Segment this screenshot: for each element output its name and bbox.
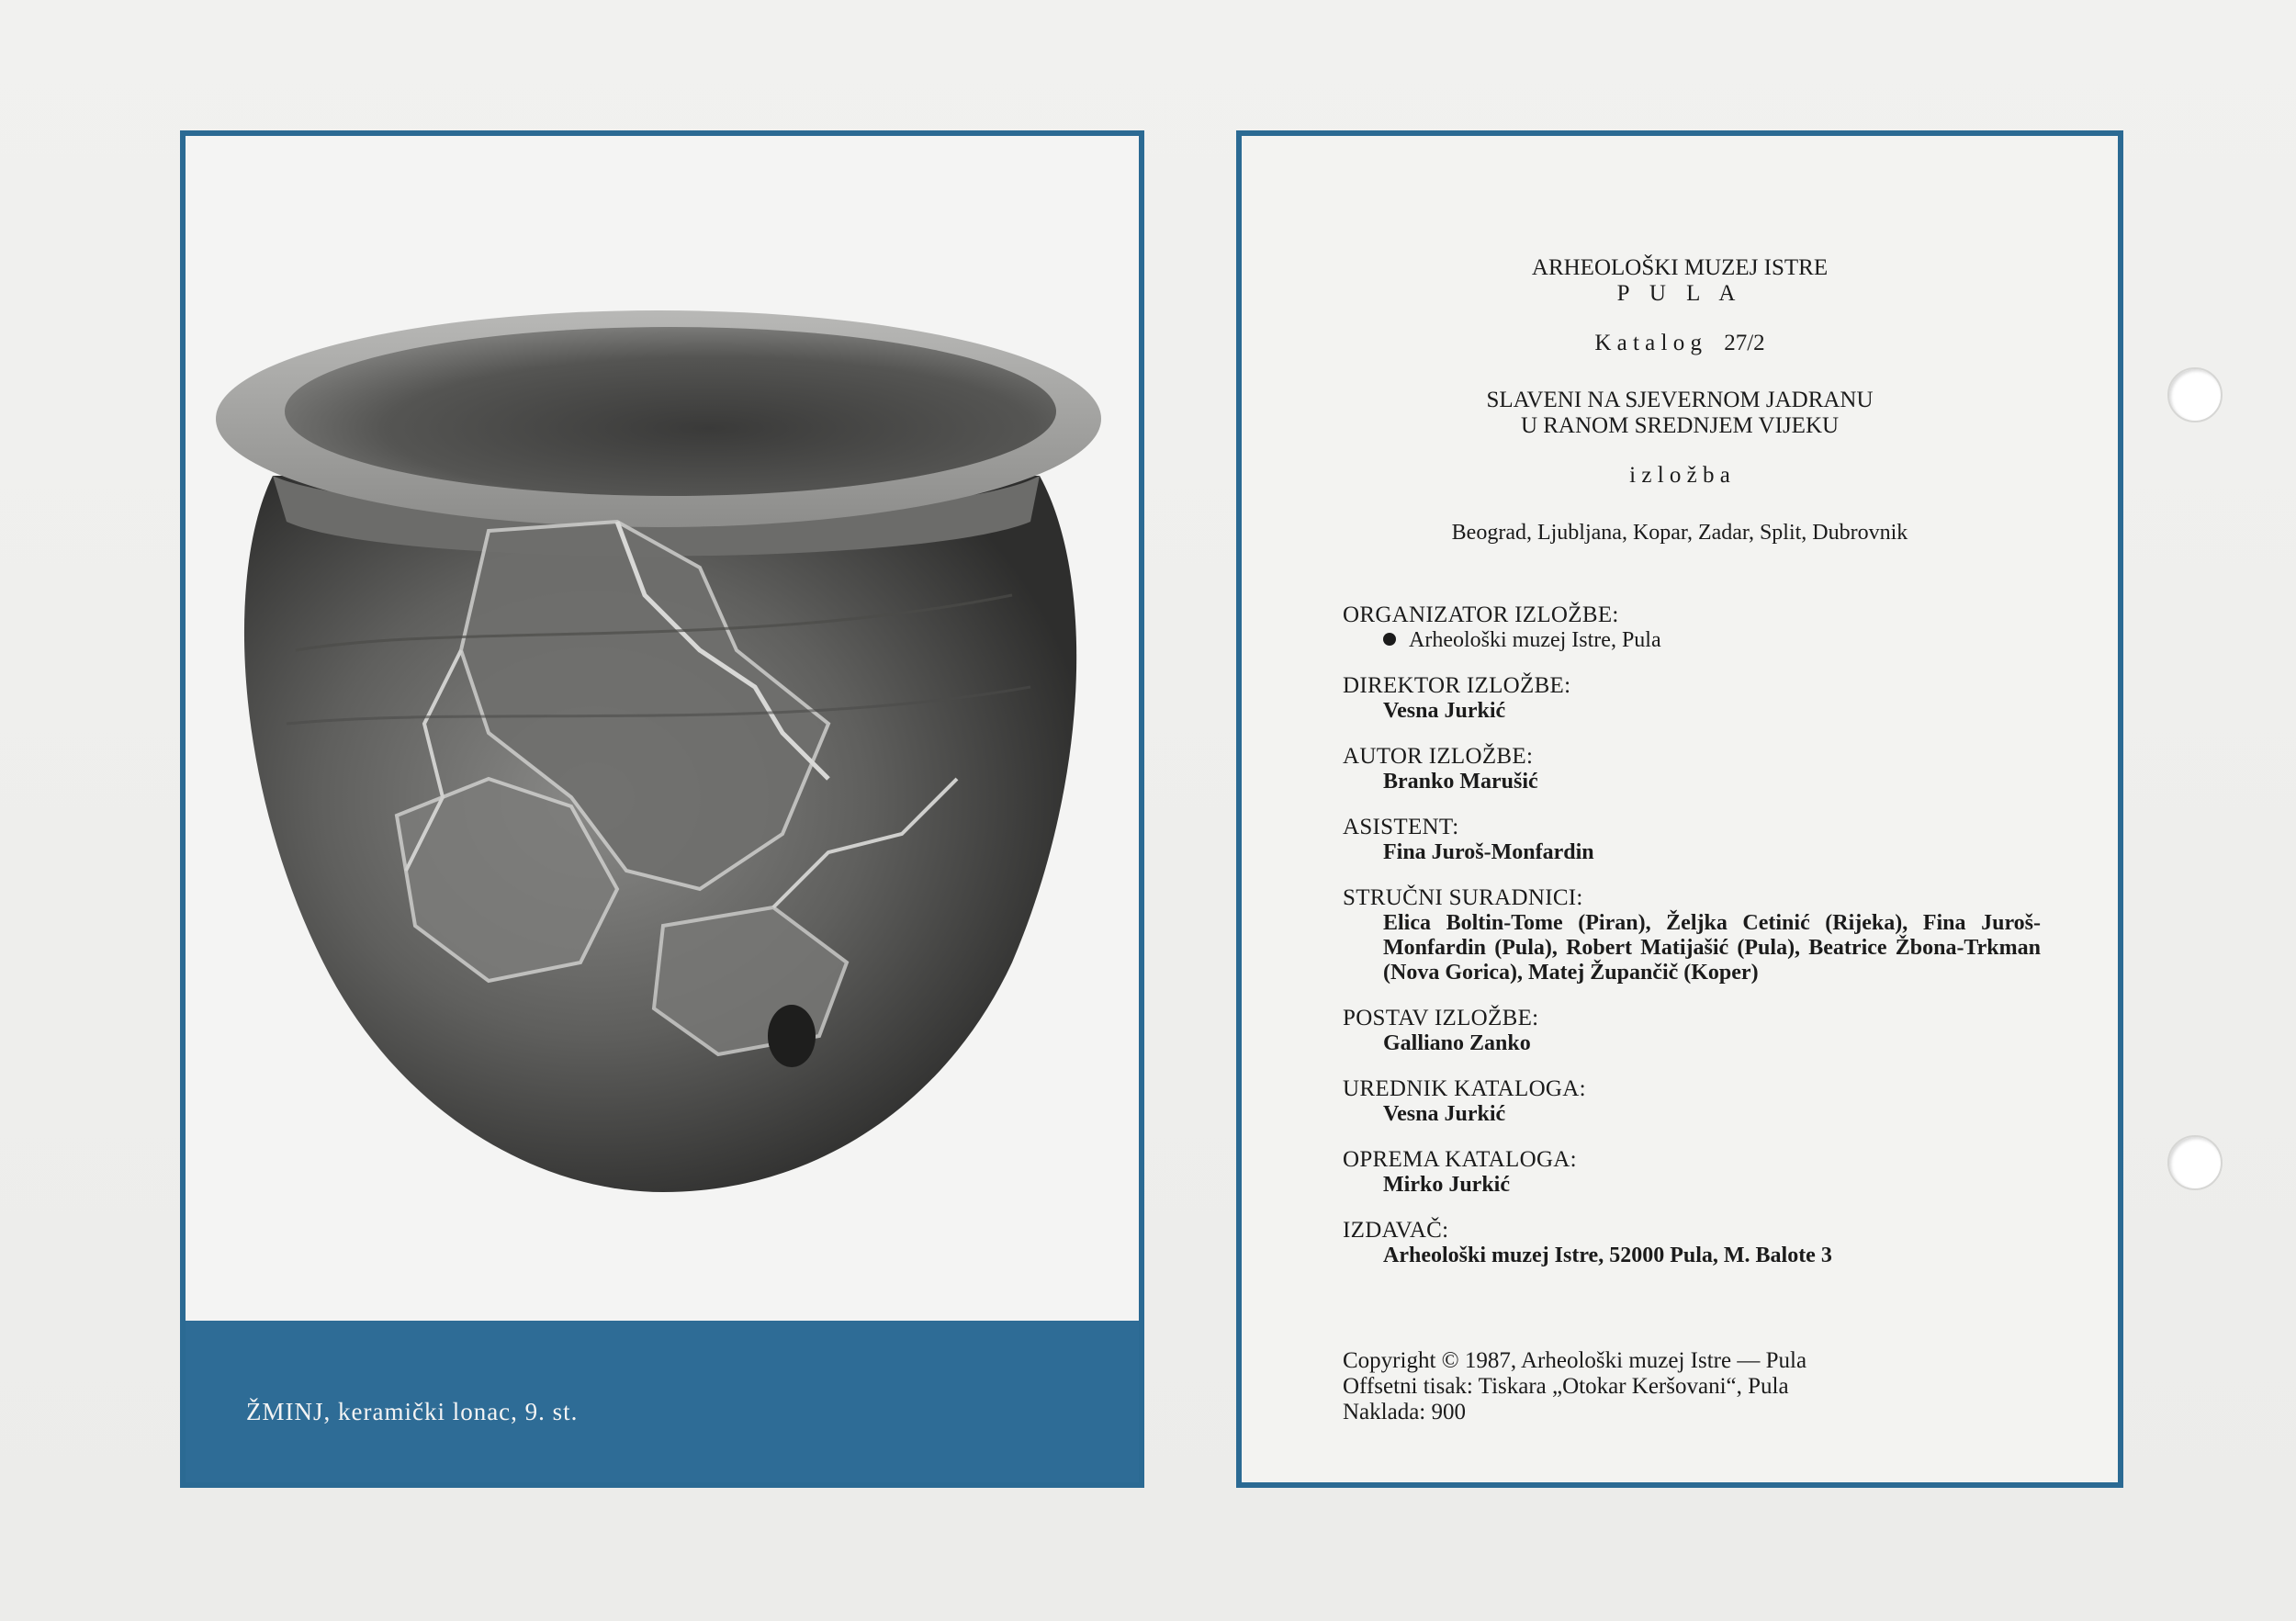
- catalog-header: [1242, 255, 2118, 546]
- credit-value: Vesna Jurkić: [1383, 1102, 1506, 1126]
- credit-label: DIREKTOR IZLOŽBE:: [1343, 673, 1571, 698]
- credit-label: ASISTENT:: [1343, 815, 1459, 839]
- exhibition-places: Beograd, Ljubljana, Kopar, Zadar, Split, Dubrovnik: [1451, 521, 1908, 545]
- credit-label: ORGANIZATOR IZLOŽBE:: [1343, 602, 1619, 627]
- credit-value: [1343, 628, 2041, 653]
- title-line-2: U RANOM SREDNJEM VIJEKU: [1520, 413, 1840, 438]
- pot-mouth: [285, 327, 1056, 496]
- credit-value: Mirko Jurkić: [1383, 1173, 1510, 1197]
- credit-value: Vesna Jurkić: [1383, 699, 1506, 723]
- edition-line: Naklada: 900: [1343, 1400, 1466, 1424]
- credit-value: Arheološki muzej Istre, 52000 Pula, M. Balote 3: [1383, 1244, 1832, 1267]
- credit-value: Elica Boltin-Tome (Piran), Željka Cetinić (Rijeka), Fina Juroš-Monfardin (Pula), Robert Matijašić (Pula), Beatrice Žbona-Trkman (Nova Gorica), Matej Župančič (Koper): [1383, 911, 2041, 985]
- credit-editor: [1343, 1076, 2041, 1127]
- ceramic-pot-image: [186, 136, 1139, 1321]
- photo-panel: [180, 130, 1144, 1488]
- caption-band: [186, 1321, 1139, 1482]
- credit-organizer: [1343, 602, 2041, 653]
- punch-hole-icon: [2167, 367, 2223, 422]
- credit-author: [1343, 744, 2041, 794]
- credit-director: [1343, 673, 2041, 724]
- print-line: Offsetni tisak: Tiskara „Otokar Keršovani“, Pula: [1343, 1374, 1789, 1399]
- photo-caption: ŽMINJ, keramički lonac, 9. st.: [246, 1398, 579, 1425]
- catalog-number: 27/2: [1724, 331, 1765, 355]
- credit-label: UREDNIK KATALOGA:: [1343, 1076, 1586, 1101]
- credit-setup: [1343, 1006, 2041, 1056]
- imprint: [1343, 1348, 1806, 1425]
- museum-name: ARHEOLOŠKI MUZEJ ISTRE: [1531, 255, 1829, 280]
- credit-value: Fina Juroš-Monfardin: [1383, 840, 1594, 864]
- credit-label: AUTOR IZLOŽBE:: [1343, 744, 1534, 769]
- credit-label: IZDAVAČ:: [1343, 1218, 1449, 1243]
- credit-label: STRUČNI SURADNICI:: [1343, 885, 1583, 910]
- credits-list: [1343, 602, 2041, 1289]
- exhibition-subtitle: i z l o ž b a: [1629, 463, 1730, 488]
- info-panel: [1236, 130, 2123, 1488]
- pot-photograph: [186, 136, 1139, 1321]
- bullet-icon: [1383, 633, 1396, 646]
- credit-value: Branko Marušić: [1383, 770, 1538, 794]
- city-name: P U L A: [1616, 281, 1743, 306]
- credit-label: OPREMA KATALOGA:: [1343, 1147, 1577, 1172]
- copyright-line: Copyright © 1987, Arheološki muzej Istre — Pula: [1343, 1348, 1807, 1373]
- credit-value: Galliano Zanko: [1383, 1031, 1531, 1055]
- credit-collaborators: [1343, 885, 2041, 985]
- punch-hole-icon: [2167, 1135, 2223, 1190]
- catalog-word: K a t a l o g: [1594, 331, 1702, 355]
- credit-label: POSTAV IZLOŽBE:: [1343, 1006, 1539, 1030]
- organizer-name: Arheološki muzej Istre, Pula: [1409, 628, 1661, 652]
- catalog-line: [1242, 331, 2118, 356]
- credit-assistant: [1343, 815, 2041, 865]
- title-line-1: SLAVENI NA SJEVERNOM JADRANU: [1486, 388, 1874, 412]
- credit-publisher: [1343, 1218, 2041, 1268]
- credit-design: [1343, 1147, 2041, 1198]
